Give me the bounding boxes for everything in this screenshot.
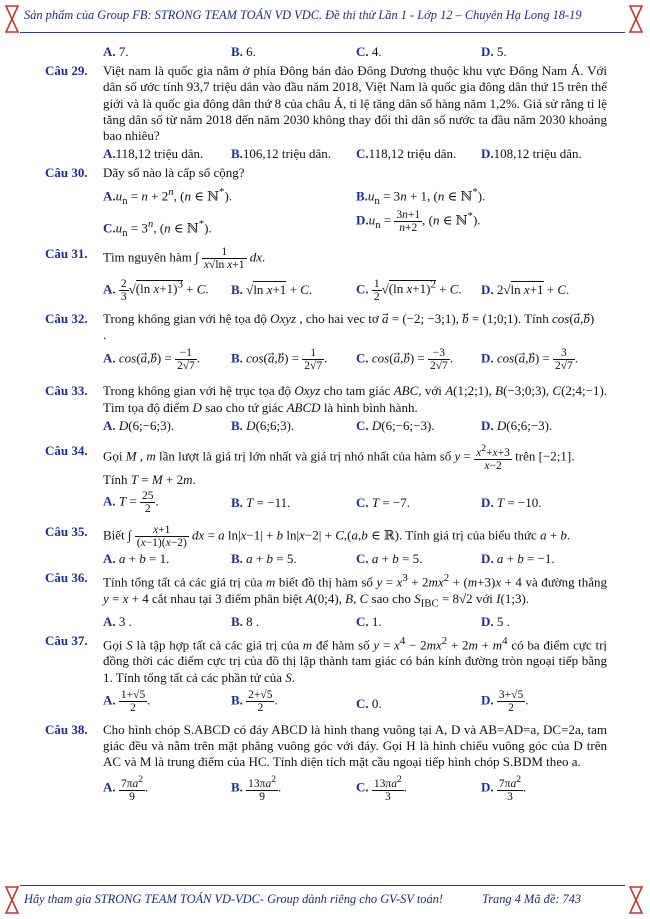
question-32-options: A. cos(a⃗,b⃗) = $\frac{-1}{2√7}$ . B. cos(a⃗,b⃗) = $\frac{1}{2√7}$ . C. cos(a⃗,b⃗) = $\frac{-3}{2√7}$ . D. cos(a⃗,b⃗) = $\frac{3}{2√7}$ . <box>103 347 579 373</box>
question-30-options-ab: $A.u_n = n + 2^n$, (n ∈ ℕ*). $B.u_n = 3n + 1$, (n ∈ ℕ*). <box>103 185 486 207</box>
page-header <box>0 0 650 40</box>
question-31-options: A. $\frac{2}{3}$ √(ln x+1)$^3$ + C. B. √ln x+1 + C. C. $\frac{1}{2}$ √(ln x+1)$^2$ + C. D. 2√ln x+1 + C. <box>103 277 570 303</box>
question-34: Câu 34. Gọi M , m lần lượt là giá trị lớn nhất và giá trị nhỏ nhất của hàm số y = $\frac{x^2+x+3}{x-2}$ trên [−2;1]. <box>45 442 575 472</box>
hourglass-ornament-icon <box>4 885 20 915</box>
hourglass-ornament-icon <box>628 885 644 915</box>
question-36: Câu 36. Tính tổng tất cả các giá trị của m biết đồ thị hàm số $y = x^3 + 2mx^2 + (m+3)x + 4$ và đường thẳng y = x + 4 cắt nhau tại 3 điểm phân biệt A(0;4), B, C sao cho $S_{IBC} = 8√2$ với I(1;3). <box>45 570 607 610</box>
header-title: Sản phẩm của Group FB: STRONG TEAM TOÁN VD VDC. Đề thi thử Lần 1 - Lớp 12 – Chuyên Hạ Long 18-19 <box>24 8 582 22</box>
question-33: Câu 33. Trong không gian với hệ trục tọa độ Oxyz cho tam giác ABC, với A(1;2;1), B(−3;0;3), C(2;4;−1). Tìm tọa độ điểm D sao cho tứ giác ABCD là hình bình hành. <box>45 383 608 415</box>
exam-content <box>45 42 607 806</box>
question-30-options-cd: $C.u_n = 3^n$, (n ∈ ℕ*). $D.u_n$ = $\frac{3n+1}{n+2}$ , (n ∈ ℕ*). <box>103 208 481 239</box>
question-34-options: A. T = $\frac{25}{2}$ . B. T = −11. C. T = −7. D. T = −10. <box>103 490 542 516</box>
question-34-ask: Tính T = M + 2m. <box>103 471 196 487</box>
question-38: Câu 38. Cho hình chóp S.ABCD có đáy ABCD là hình thang vuông tại A, D và AB=AD=a, DC=2a, tam giác đều và nằm trên mặt phẳng vuông góc với đáy. Gọi H là hình chiếu vuông góc của D trên AC và M là trung điểm của HC. Tính diện tích mặt cầu ngoại tiếp hình chóp S.BDM theo a. <box>45 721 607 770</box>
header-divider <box>20 32 625 33</box>
question-37: Câu 37. Gọi S là tập hợp tất cả các giá trị của m để hàm số $y = x^4 - 2mx^2 + 2m + m^4$ có ba điểm cực trị đồng thời các điểm cực trị của đồ thị lập thành tam giác có bán kính đường tròn ngoại tiếp bằng 1. Tính tổng tất cả các phần tử của S. <box>45 632 608 685</box>
hourglass-ornament-icon <box>628 4 644 34</box>
question-29: Câu 29. Việt nam là quốc gia nằm ở phía Đông bán đảo Đông Dương thuộc khu vực Đông Nam Á. Với dân số ước tính 93,7 triệu dân vào đầu năm 2018, Việt Nam là quốc gia đông dân thứ 15 trên thế giới và là quốc gia đông dân thứ 8 của châu Á, tỉ lệ tăng dân số hàng năm 1,2%. Giả sử rằng tỉ lệ tăng dân số từ năm 2018 đến năm 2030 không thay đổi thì dân số nước ta đầu năm 2030 khoảng bao nhiêu? <box>45 63 607 144</box>
footer-text <box>24 892 624 907</box>
question-38-options: A. $\frac{7\pi a^2}{9}$ . B. $\frac{13\pi a^2}{9}$ . C. $\frac{13\pi a^2}{3}$ . D. $\frac{7\pi a^2}{3}$ . <box>103 773 527 803</box>
question-32: Câu 32. Trong không gian với hệ tọa độ Oxyz , cho hai vec tơ a⃗ = (−2; −3;1), b⃗ = (1;0;1). Tính cos(a⃗,b⃗) . <box>45 310 595 343</box>
question-33-options: A. D(6;−6;3). B. D(6;6;3). C. D(6;−6;−3). D. D(6;6;−3). <box>103 417 553 433</box>
footer-left: Hãy tham gia STRONG TEAM TOÁN VD-VDC- Group dành riêng cho GV-SV toán! <box>24 892 443 906</box>
prev-question-options: A. 7. B. 6. C. 4. D. 5. <box>103 44 507 59</box>
footer-right: Trang 4 Mã đề: 743 <box>482 892 582 906</box>
hourglass-ornament-icon <box>4 4 20 34</box>
question-31: Câu 31. Tìm nguyên hàm ∫ $\frac{1}{\text{x√ln x+1}}$ dx. <box>45 245 266 271</box>
question-37-options: A. $\frac{1+√5}{2}$ . B. $\frac{2+√5}{2}$ . C. 0. D. $\frac{3+√5}{2}$ . <box>103 688 529 714</box>
footer-divider <box>20 885 625 886</box>
question-30: Câu 30. Dãy số nào là cấp số cộng? <box>45 165 245 181</box>
question-35: Câu 35. Biết ∫ $\frac{x+1}{(x-1)(x-2)}$ dx = a ln|x−1| + b ln|x−2| + C,(a,b ∈ ℝ). Tính giá trị của biểu thức a + b. <box>45 524 571 550</box>
question-36-options: A. 3 . B. 8 . C. 1. D. 5 . <box>103 613 510 629</box>
question-35-options: A. a + b = 1. B. a + b = 5. C. a + b = 5. D. a + b = −1. <box>103 551 555 567</box>
question-29-options: A.118,12 triệu dân. B.106,12 triệu dân. C.118,12 triệu dân. D.108,12 triệu dân. <box>103 146 582 162</box>
